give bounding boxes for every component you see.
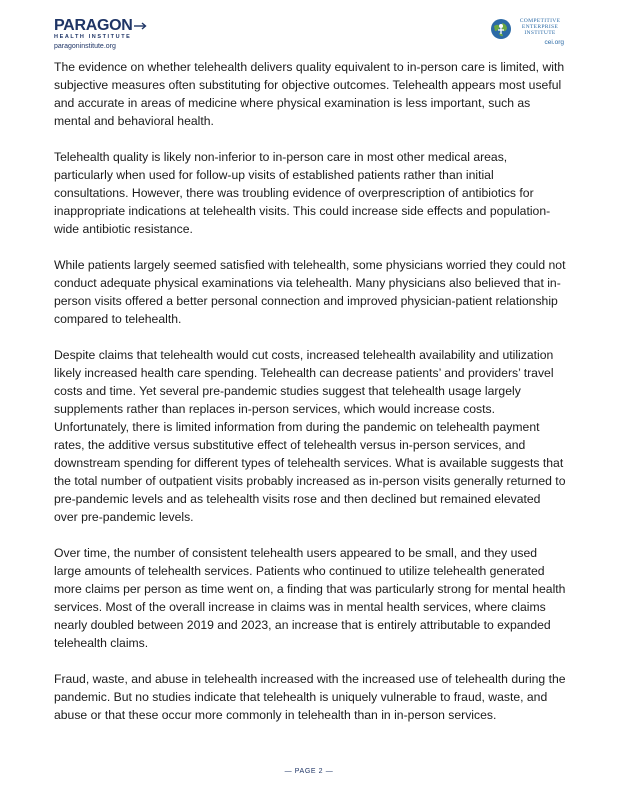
body-text [54, 58, 566, 742]
paragraph: Telehealth quality is likely non-inferior to in-person care in most other medical areas, particularly when used for follow-up visits of established patients rather than initial consultations. However, there was troubling evidence of overprescription of antibiotics for inappropriate indications at telehealth visits. This could increase side effects and population-wide antibiotic resistance. [54, 150, 551, 236]
page-header [54, 14, 564, 54]
cei-logo[interactable] [490, 18, 564, 46]
paragon-arrow-icon [134, 21, 148, 31]
paragon-logo[interactable] [54, 18, 148, 52]
cei-url[interactable]: cei.org [544, 38, 564, 46]
paragraph: Fraud, waste, and abuse in telehealth increased with the increased use of telehealth during the pandemic. But no studies indicate that telehealth is uniquely vulnerable to fraud, waste, and abuse or that these occur more commonly in telehealth than in in-person services. [54, 672, 566, 722]
paragon-name: PARAGON [54, 17, 133, 34]
paragraph: Over time, the number of consistent telehealth users appeared to be small, and they used large amounts of telehealth services. Patients who continued to utilize telehealth generated more claims per person as time went on, a finding that was particularly strong for mental health services. Most of the overall increase in claims was in mental health services, where claims nearly doubled between 2019 and 2023, an increase that is entirely attributable to expanded telehealth claims. [54, 546, 566, 650]
cei-name-line1: COMPETITIVE [519, 18, 561, 24]
cei-name-line3: INSTITUTE [524, 30, 556, 37]
paragraph: Despite claims that telehealth would cut costs, increased telehealth availability and utilization likely increased health care spending. Telehealth can decrease patients’ and providers’ travel costs and time. Yet several pre-pandemic studies suggest that telehealth usage largely supplements rather than replaces in-person services, which would increase costs. Unfortunately, there is limited information from during the pandemic on telehealth payment rates, the additive versus substitutive effect of telehealth versus in-person services, and downstream spending for different types of telehealth services. What is available suggests that the total number of outpatient visits probably increased as in-person visits generally returned to pre-pandemic levels and as telehealth visits rose and then declined but remained elevated over pre-pandemic levels. [54, 348, 566, 524]
paragraph: While patients largely seemed satisfied with telehealth, some physicians worried they could not conduct adequate physical examinations via telehealth. Many physicians also believed that in-person visits offered a better personal connection and improved physician-patient relationship compared to telehealth. [54, 258, 566, 326]
paragon-url[interactable]: paragoninstitute.org [54, 43, 116, 50]
cei-name-line2: ENTERPRISE [521, 24, 559, 31]
page-number: — PAGE 2 — [284, 768, 334, 775]
cei-globe-icon [490, 18, 512, 40]
paragon-subtitle: HEALTH INSTITUTE [54, 34, 132, 40]
paragraph: The evidence on whether telehealth delivers quality equivalent to in-person care is limited, with subjective measures often substituting for objective outcomes. Telehealth appears most useful and accurate in areas of medicine where physical examination is less important, such as mental and behavioral health. [54, 60, 565, 128]
